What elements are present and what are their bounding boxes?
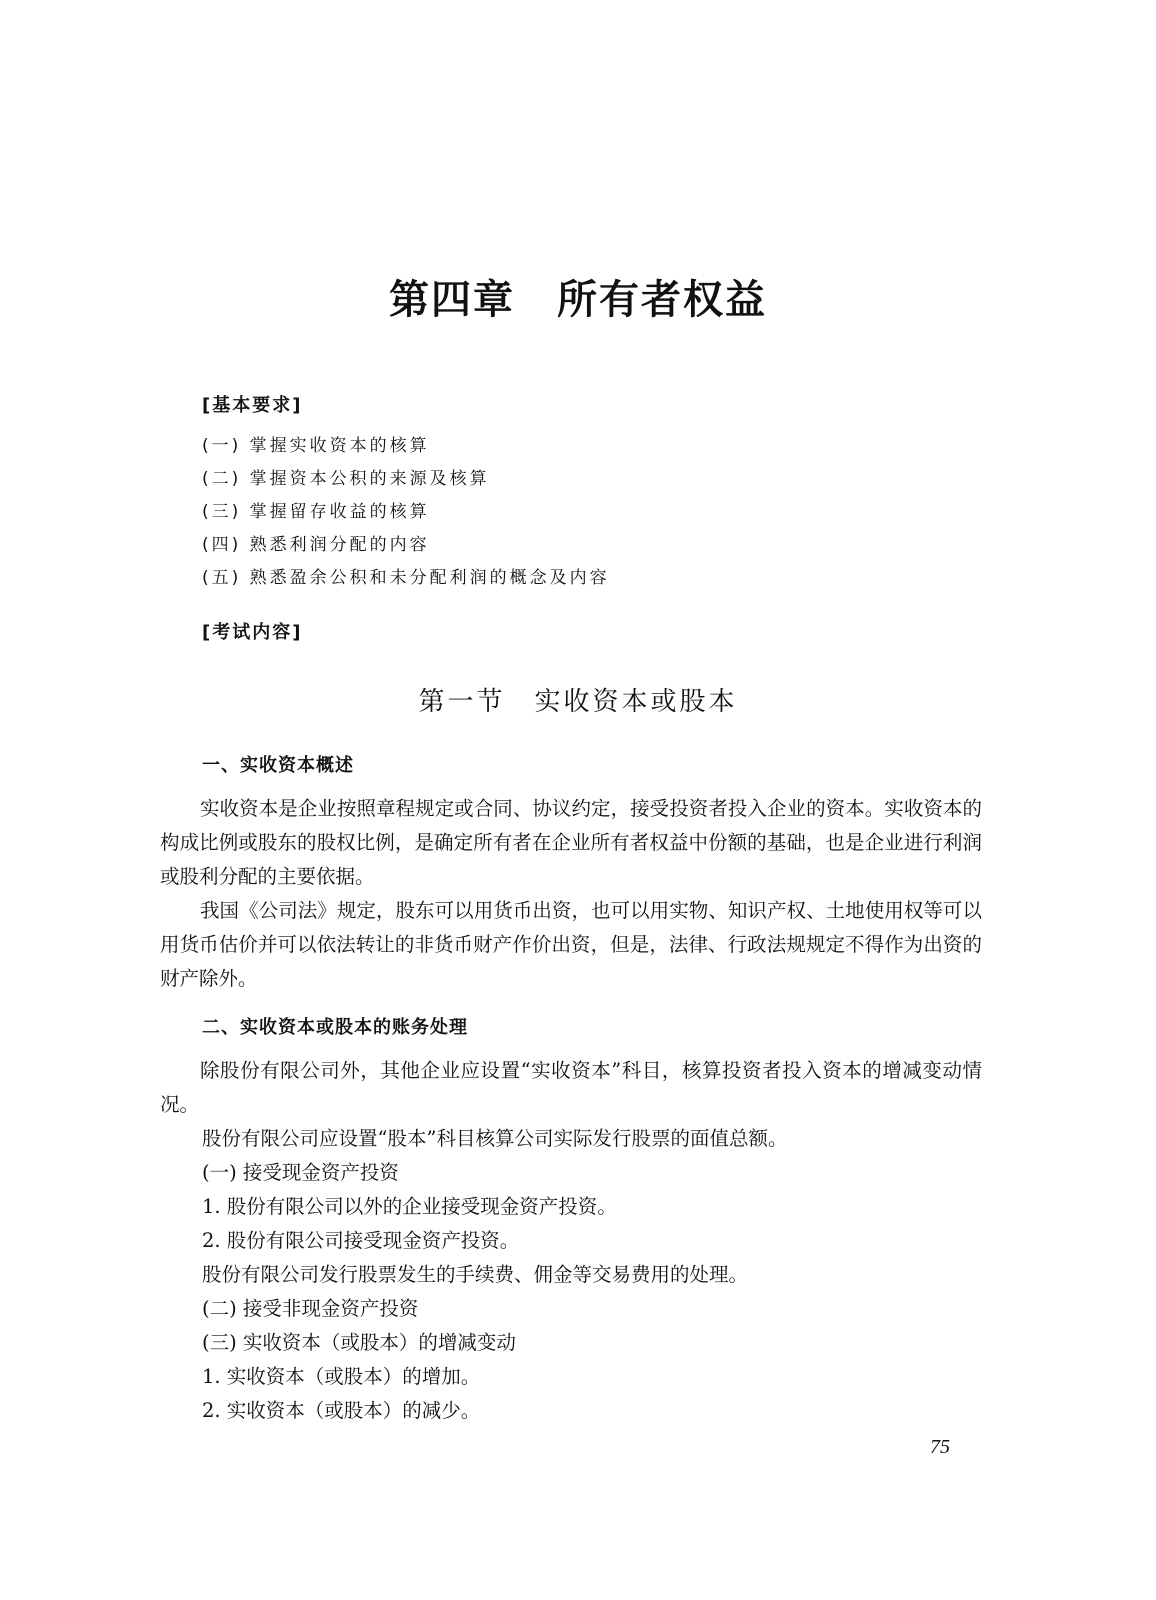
requirement-item: (三) 掌握留存收益的核算 [202,502,430,522]
requirement-item: (一) 掌握实收资本的核算 [202,436,430,456]
text-line: 1. 实收资本（或股本）的增加。 [202,1365,481,1388]
requirements-list [202,430,992,595]
text-line: 股份有限公司应设置“股本”科目核算公司实际发行股票的面值总额。 [202,1127,788,1150]
text-line: (三) 实收资本（或股本）的增减变动 [202,1331,516,1354]
section-title: 第一节 实收资本或股本 [418,687,738,717]
text-line: (一) 接受现金资产投资 [202,1161,399,1184]
requirement-item: (二) 掌握资本公积的来源及核算 [202,469,490,489]
part2-paragraph: 除股份有限公司外，其他企业应设置“实收资本”科目，核算投资者投入资本的增减变动情况。 [160,1059,982,1116]
text-line: 1. 股份有限公司以外的企业接受现金资产投资。 [202,1195,617,1218]
page-number: 75 [930,1436,950,1458]
part2-heading: 二、实收资本或股本的账务处理 [202,1017,468,1038]
requirements-heading: [基本要求] [202,395,303,416]
part1-paragraph: 我国《公司法》规定，股东可以用货币出资，也可以用实物、知识产权、土地使用权等可以用货币估价并可以依法转让的非货币财产作价出资，但是，法律、行政法规规定不得作为出资的财产除外。 [160,899,982,990]
text-line: (二) 接受非现金资产投资 [202,1297,419,1320]
exam-content-heading: [考试内容] [202,622,303,643]
chapter-title: 第四章 所有者权益 [389,276,767,323]
requirement-item: (四) 熟悉利润分配的内容 [202,535,430,555]
part1-heading: 一、实收资本概述 [202,755,354,776]
text-line: 2. 股份有限公司接受现金资产投资。 [202,1229,520,1252]
part2-lines [202,1122,992,1428]
requirement-item: (五) 熟悉盈余公积和未分配利润的概念及内容 [202,568,610,588]
part1-paragraph: 实收资本是企业按照章程规定或合同、协议约定，接受投资者投入企业的资本。实收资本的构成比例或股东的股权比例，是确定所有者在企业所有者权益中份额的基础，也是企业进行利润或股利分配的主要依据。 [160,797,982,888]
text-line: 股份有限公司发行股票发生的手续费、佣金等交易费用的处理。 [202,1263,749,1286]
text-line: 2. 实收资本（或股本）的减少。 [202,1399,481,1422]
